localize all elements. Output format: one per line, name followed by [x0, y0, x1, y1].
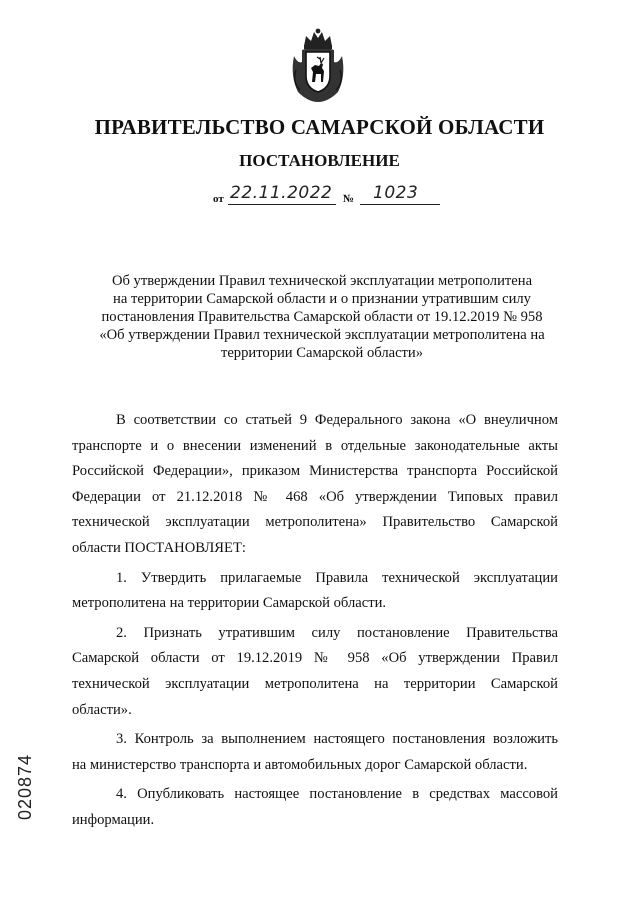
number-prefix: № [343, 193, 355, 205]
subject-line: «Об утверждении Правил технической эксплуатации метрополитена на [99, 327, 545, 343]
number-underline [360, 204, 440, 205]
body-line: области ПОСТАНОВЛЯЕТ: [72, 539, 246, 556]
body-line: области». [72, 701, 132, 718]
date-underline [228, 204, 336, 205]
body-line: 3. Контроль за выполнением настоящего постановления возложить [116, 731, 558, 748]
body-line: метрополитена на территории Самарской области. [72, 595, 387, 612]
body-line: 1. Утвердить прилагаемые Правила технической эксплуатации [116, 569, 558, 586]
subject-line: на территории Самарской области и о признании утратившим силу [113, 291, 531, 307]
body-line: технической эксплуатации метрополитена» Правительство Самарской [72, 514, 558, 531]
body-line: 2. Признать утратившим силу постановление Правительства [116, 624, 558, 641]
coat-of-arms-emblem [288, 26, 348, 104]
body-line: информации. [72, 811, 155, 828]
item-2-paragraph [72, 621, 558, 723]
body-line: В соответствии со статьей 9 Федерального закона «О внеуличном [116, 412, 558, 428]
document-body [72, 408, 558, 838]
number-value: 1023 [373, 183, 419, 203]
body-line: технической эксплуатации метрополитена на территории Самарской [72, 675, 558, 692]
subject-line: территории Самарской области» [220, 345, 424, 361]
subject-line: Об утверждении Правил технической эксплуатации метрополитена [111, 273, 533, 289]
body-line: на министерство транспорта и автомобильных дорог Самарской области. [72, 756, 528, 773]
date-number-line [213, 185, 443, 209]
body-line: Самарской области от 19.12.2019 № 958 «Об утверждении Правил [72, 650, 558, 667]
margin-serial-number: 020874 [15, 753, 35, 820]
body-line: транспорте и о внесении изменений в отдельные законодательные акты [72, 437, 558, 454]
item-4-paragraph [72, 782, 558, 833]
subject-line: постановления Правительства Самарской области от 19.12.2019 № 958 [101, 309, 543, 325]
document-type: ПОСТАНОВЛЕНИЕ [239, 151, 400, 170]
document-subject [72, 272, 572, 362]
preamble-paragraph [72, 408, 558, 562]
body-line: 4. Опубликовать настоящее постановление в средствах массовой [116, 786, 558, 803]
government-title: ПРАВИТЕЛЬСТВО САМАРСКОЙ ОБЛАСТИ [94, 115, 545, 139]
item-3-paragraph [72, 727, 558, 778]
item-1-paragraph [72, 566, 558, 617]
body-line: Федерации от 21.12.2018 № 468 «Об утверждении Типовых правил [72, 488, 558, 505]
body-line: Российской Федерации», приказом Министерства транспорта Российской [72, 463, 558, 480]
date-value: 22.11.2022 [230, 183, 333, 203]
date-prefix: от [213, 193, 224, 205]
